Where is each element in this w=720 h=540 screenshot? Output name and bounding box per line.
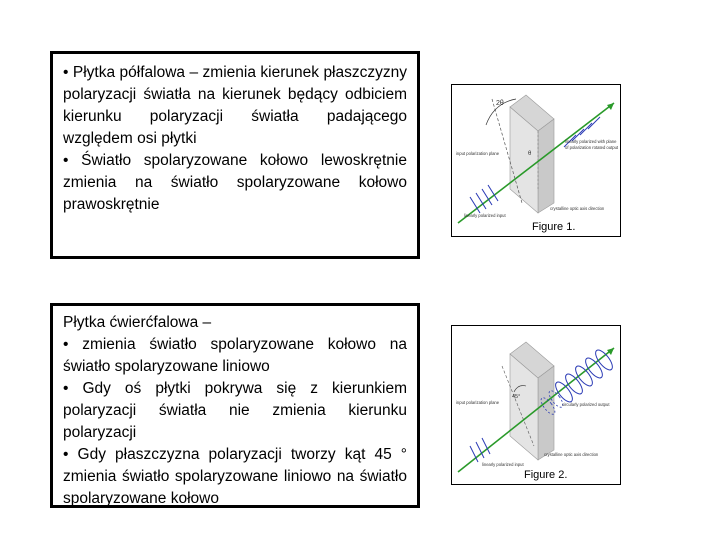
quarter-wave-heading: Płytka ćwierćfalowa – xyxy=(63,314,212,331)
quarter-wave-paragraph-3: • Gdy płaszczyzna polaryzacji tworzy kąt 45 ° zmienia światło spolaryzowane liniowo na światło spolaryzowane kołowo xyxy=(63,446,407,507)
figure-1-diagram xyxy=(452,85,620,236)
figure-1-caption: Figure 1. xyxy=(532,221,576,233)
beam-arrowhead xyxy=(607,348,614,355)
axis-direction-label: crystalline optic axis direction xyxy=(550,206,605,211)
plate-side-face xyxy=(538,366,554,460)
input-polarization-arrows xyxy=(470,185,498,213)
angle-45-label: 45° xyxy=(512,394,521,400)
output-label-line1: linearly polarized with plane xyxy=(565,139,617,144)
input-plane-label: input polarization plane xyxy=(456,400,500,405)
angle-theta-label: θ xyxy=(528,151,532,157)
figure-2-diagram xyxy=(452,326,620,484)
half-wave-plate-textbox xyxy=(50,51,420,259)
output-label-line2: of polarization rotated output xyxy=(565,145,619,150)
figure-2-caption: Figure 2. xyxy=(524,469,568,481)
beam-arrowhead xyxy=(607,103,614,110)
half-wave-paragraph-1: • Płytka półfalowa – zmienia kierunek płaszczyzny polaryzacji światła na kierunek będący odbiciem kierunku polaryzacji światła padającego względem osi płytki xyxy=(63,64,407,147)
input-plane-label: input polarization plane xyxy=(456,151,500,156)
axis-direction-label: crystalline optic axis direction xyxy=(544,452,599,457)
quarter-wave-plate-textbox xyxy=(50,303,420,508)
output-label: circularly polarized output xyxy=(562,402,610,407)
input-label: linearly polarized input xyxy=(464,213,506,218)
plate-side-face xyxy=(538,119,554,213)
half-wave-paragraph-2: • Światło spolaryzowane kołowo lewoskrętnie zmienia na światło spolaryzowane kołowo prawoskrętnie xyxy=(63,152,407,213)
input-label: linearly polarized input xyxy=(482,462,524,467)
figure-2-quarter-wave-plate xyxy=(451,325,621,485)
angle-2theta-label: 2θ xyxy=(496,100,504,107)
figure-1-half-wave-plate xyxy=(451,84,621,237)
quarter-wave-paragraph-1: • zmienia światło spolaryzowane kołowo na światło spolaryzowane liniowo xyxy=(63,336,407,375)
quarter-wave-paragraph-2: • Gdy oś płytki pokrywa się z kierunkiem polaryzacji światła nie zmienia kierunku polaryzacji xyxy=(63,380,407,441)
circular-polarization-helix xyxy=(553,347,616,404)
input-polarization-arrows xyxy=(470,438,490,462)
